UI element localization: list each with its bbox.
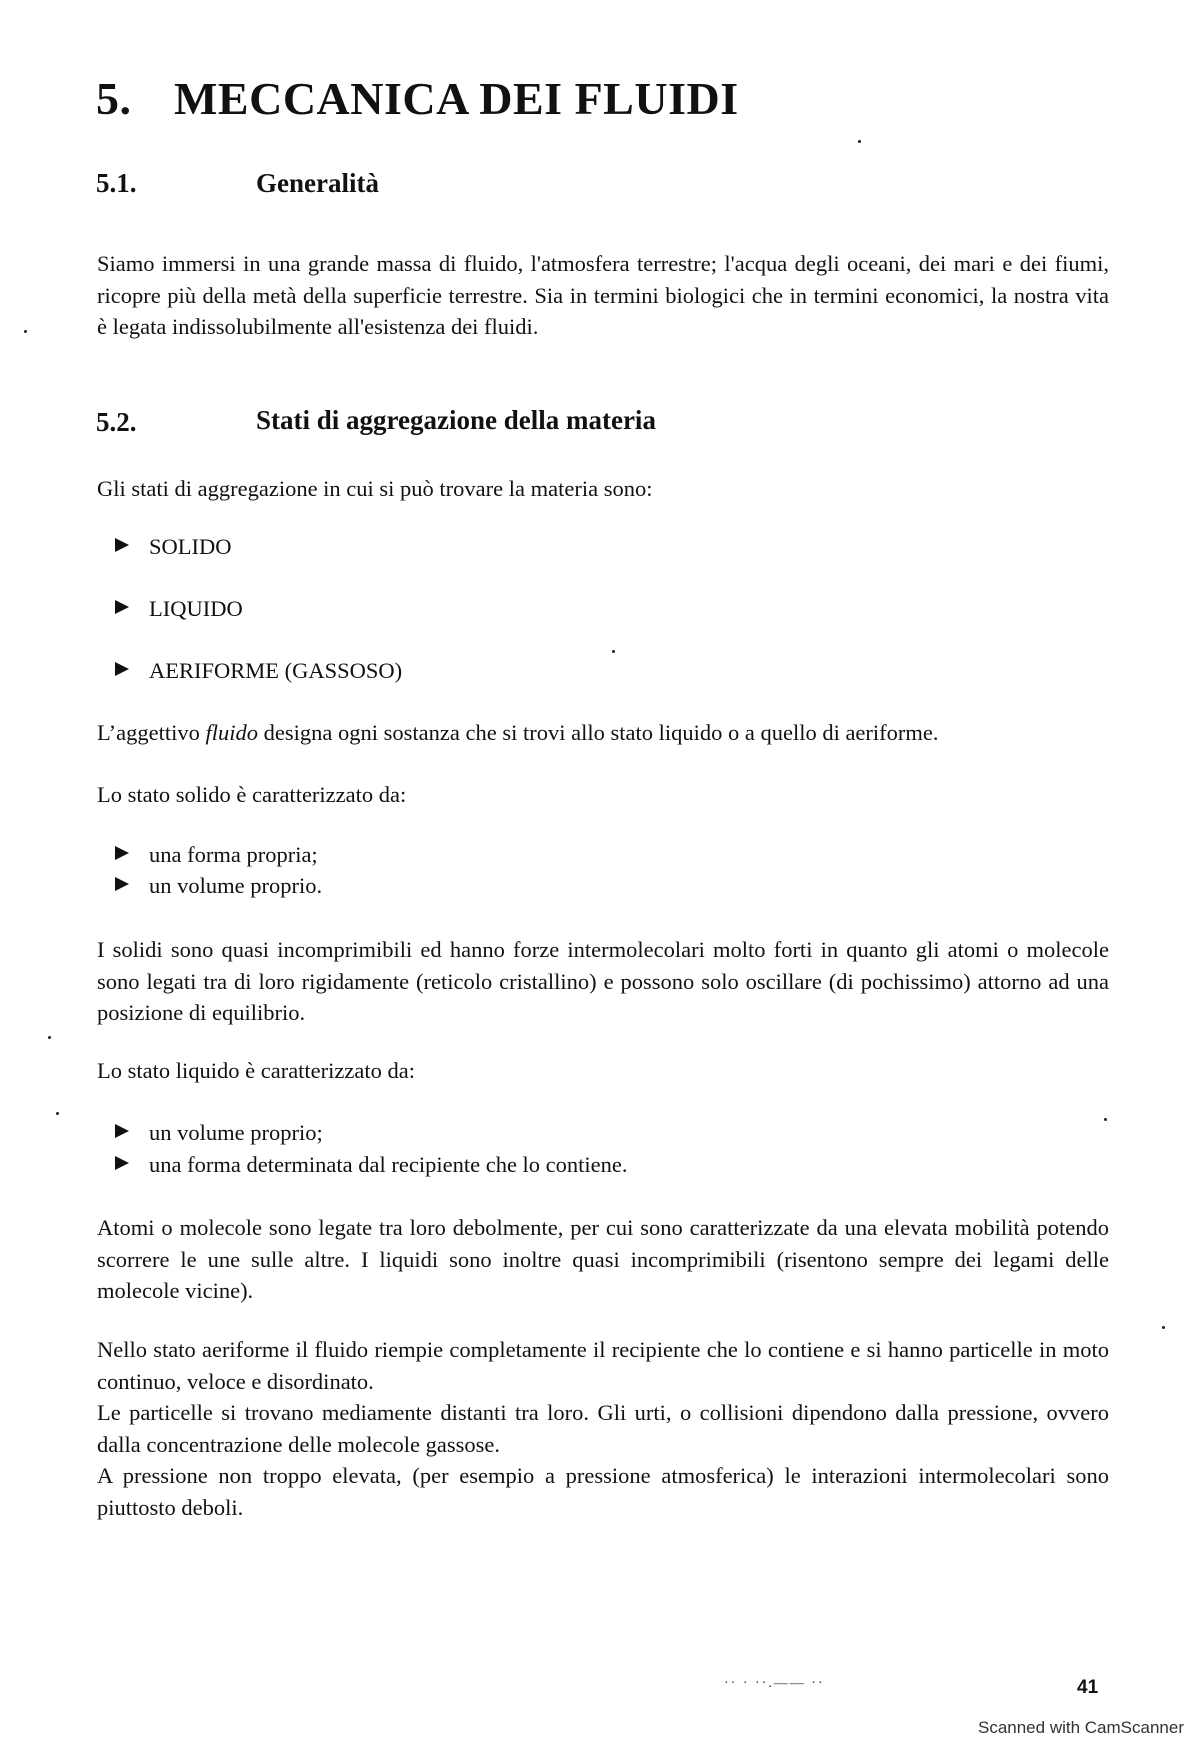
arrowhead-bullet-icon: [115, 662, 129, 676]
scan-speck: [1162, 1326, 1165, 1329]
scan-speck: [858, 140, 861, 143]
section-2-title: Stati di aggregazione della materia: [256, 405, 656, 435]
state-liquid: LIQUIDO: [149, 596, 243, 621]
gas-paragraph-2: Le particelle si trovano mediamente distanti tra loro. Gli urti, o collisioni dipendono dalla pressione, ovvero dalla concentrazione delle molecole gassose.: [97, 1400, 1109, 1457]
arrowhead-bullet-icon: [115, 846, 129, 860]
scan-speck: [48, 1036, 51, 1039]
page-number: 41: [1077, 1677, 1099, 1698]
solid-intro: Lo stato solido è caratterizzato da:: [97, 782, 407, 807]
section-1-number: 5.1.: [96, 168, 137, 198]
fluid-definition: L’aggettivo fluido designa ogni sostanza che si trovi allo stato liquido o a quello di aeriforme.: [97, 720, 939, 745]
liquid-paragraph: Atomi o molecole sono legate tra loro debolmente, per cui sono caratterizzate da una elevata mobilità potendo scorrere le une sulle altre. I liquidi sono inoltre quasi incomprimibili (risentono sempre dei legami delle molecole vicine).: [97, 1215, 1109, 1303]
list-item: [115, 534, 232, 560]
section-2-number: 5.2.: [96, 407, 137, 437]
section-1-title: Generalità: [256, 168, 379, 198]
list-item: [115, 658, 402, 684]
arrowhead-bullet-icon: [115, 877, 129, 891]
arrowhead-bullet-icon: [115, 1156, 129, 1170]
state-gas: AERIFORME (GASSOSO): [149, 658, 403, 683]
chapter-number: 5.: [96, 73, 132, 124]
scanner-watermark: Scanned with CamScanner: [977, 1718, 1184, 1737]
arrowhead-bullet-icon: [115, 1124, 129, 1138]
footer-marks: ·· · ··.—— ··: [724, 1676, 825, 1691]
list-item: un volume proprio.: [115, 873, 322, 899]
list-item: una forma determinata dal recipiente che lo contiene.: [115, 1152, 628, 1178]
list-item: [115, 596, 243, 622]
state-solid: SOLIDO: [149, 534, 232, 559]
fluid-term: fluido: [205, 720, 259, 745]
arrowhead-bullet-icon: [115, 538, 129, 552]
section-1-paragraph: Siamo immersi in una grande massa di fluido, l'atmosfera terrestre; l'acqua degli oceani, dei mari e dei fiumi, ricopre più della metà della superficie terrestre. Sia in termini biologici che in termini economici, la nostra vita è legata indissolubilmente all'esistenza dei fluidi.: [97, 251, 1109, 339]
liquid-intro: Lo stato liquido è caratterizzato da:: [97, 1058, 415, 1083]
chapter-title: MECCANICA DEI FLUIDI: [174, 73, 739, 124]
arrowhead-bullet-icon: [115, 600, 129, 614]
solid-paragraph: I solidi sono quasi incomprimibili ed hanno forze intermolecolari molto forti in quanto gli atomi o molecole sono legati tra di loro rigidamente (reticolo cristallino) e possono solo oscillare (di pochissimo) attorno ad una posizione di equilibrio.: [97, 937, 1109, 1025]
scan-speck: [612, 650, 615, 653]
list-item: un volume proprio;: [115, 1120, 323, 1146]
scan-speck: [24, 330, 27, 333]
scan-speck: [1104, 1118, 1107, 1121]
gas-paragraph-3: A pressione non troppo elevata, (per esempio a pressione atmosferica) le interazioni intermolecolari sono piuttosto deboli.: [97, 1463, 1109, 1520]
gas-paragraph-1: Nello stato aeriforme il fluido riempie completamente il recipiente che lo contiene e si hanno particelle in moto continuo, veloce e disordinato.: [97, 1337, 1109, 1394]
states-intro: Gli stati di aggregazione in cui si può trovare la materia sono:: [97, 476, 653, 501]
scan-speck: [56, 1112, 59, 1115]
list-item: una forma propria;: [115, 842, 318, 868]
